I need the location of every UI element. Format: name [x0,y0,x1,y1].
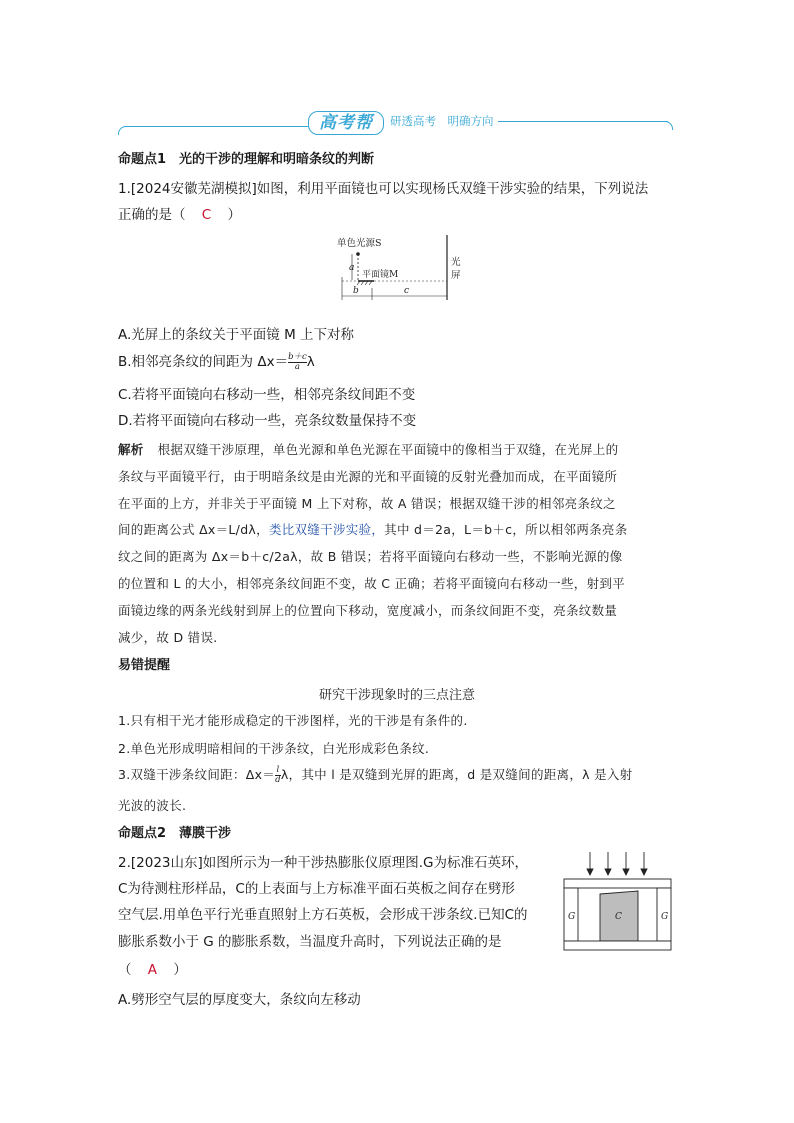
section2-title: 命题点2 薄膜干涉 [118,826,232,841]
header-line-right [498,121,668,122]
q1-fig-mirror-label: 平面镜M [362,270,399,280]
q1-fig-source-label: 单色光源S [337,238,382,249]
q1-answer: C [201,207,212,223]
q2-option-a: A.劈形空气层的厚度变大，条纹向左移动 [118,992,361,1008]
solution-line7: 面镜边缘的两条光线射到屏上的位置向下移动，宽度减小，而条纹间距不变，亮条纹数量 [118,603,618,618]
q2-line1: 2.[2023山东]如图所示为一种干涉热膨胀仪原理图.G为标准石英环， [118,855,529,871]
q2-line2: C为待测柱形样品，C的上表面与上方标准平面石英板之间存在劈形 [118,881,515,897]
tip-3: 3.双缝干涉条纹间距：Δx＝ $\frac{l}{d}$ λ，其中 l 是双缝到光屏的距离，d 是双缝间的距离，λ 是入射 [118,765,633,785]
solution-line3: 在平面的上方，并非关于平面镜 M 上下对称，故 A 错误；根据双缝干涉的相邻亮条纹之 [118,496,616,511]
q1-option-d: D.若将平面镜向右移动一些，亮条纹数量保持不变 [118,413,417,429]
q1-fig-a-label: a [349,263,355,273]
q1-option-b: B.相邻亮条纹的间距为 Δx＝ $\frac{b+c}{a}$ λ [118,351,315,372]
header-slogan: 研透高考 明确方向 [390,114,494,128]
q2-answer: A [147,962,158,978]
solution-line6: 的位置和 L 的大小，相邻亮条纹间距不变，故 C 正确；若将平面镜向右移动一些，射到平 [118,576,625,591]
tip-2: 2.单色光形成明暗相间的干涉条纹，白光形成彩色条纹. [118,741,430,756]
q1-fig-b-label: b [353,286,359,296]
header-logo: 高考帮 [319,113,373,133]
tips-label: 易错提醒 [118,658,171,673]
header-line-left [124,126,310,127]
header-logo-box [308,111,384,135]
q2-fig-g-right: G [661,912,669,922]
q2-line4: 膨胀系数小于 G 的膨胀系数，当温度升高时，下列说法正确的是 [118,934,502,950]
q2-fig-g-left: G [568,912,576,922]
q1-fig-c-label: c [404,286,410,296]
q2-line5: （ A ） [118,962,187,978]
solution-line8: 减少，故 D 错误. [118,630,218,645]
header-line-right-hook [664,121,673,130]
solution-label: 解析 [118,442,144,457]
solution-highlight: 类比双缝干涉实验， [268,522,385,537]
q2-fig-c-label: C [615,912,622,922]
q2-figure [562,848,674,954]
q1-option-a: A.光屏上的条纹关于平面镜 M 上下对称 [118,327,355,343]
q1-stem-line1: 1.[2024安徽芜湖模拟]如图，利用平面镜也可以实现杨氏双缝干涉实验的结果，下列说法 [118,181,649,197]
tip-3-cont: 光波的波长. [118,798,187,813]
q1-fig-screen-label1: 光 [451,257,461,268]
q1-option-c: C.若将平面镜向右移动一些，相邻亮条纹间距不变 [118,387,416,403]
q2-fig-top-plate [564,879,671,888]
q2-line3: 空气层.用单色平行光垂直照射上方石英板，会形成干涉条纹.已知C的 [118,907,528,923]
tips-title: 研究干涉现象时的三点注意 [318,688,475,703]
q1-figure [330,232,470,304]
q1-fig-screen-label2: 屏 [451,270,461,281]
header-line-left-hook [118,126,127,135]
solution-line1: 解析 根据双缝干涉原理，单色光源和单色光源在平面镜中的像相当于双缝，在光屏上的 [118,442,619,457]
section1-title: 命题点1 光的干涉的理解和明暗条纹的判断 [118,152,375,167]
solution-line4: 间的距离公式 Δx＝L/dλ，类比双缝干涉实验，其中 d＝2a，L＝b＋c，所以相邻两条亮条 [118,522,628,537]
q1-stem-line2: 正确的是（ C ） [118,207,242,223]
q2-fig-base [564,941,671,950]
solution-line5: 纹之间的距离为 Δx＝b＋c/2aλ，故 B 错误；若将平面镜向右移动一些，不影响光源的像 [118,549,623,564]
solution-line2: 条纹与平面镜平行，由于明暗条纹是由光源的光和平面镜的反射光叠加而成，在平面镜所 [118,469,618,484]
tip-1: 1.只有相干光才能形成稳定的干涉图样，光的干涉是有条件的. [118,713,468,728]
